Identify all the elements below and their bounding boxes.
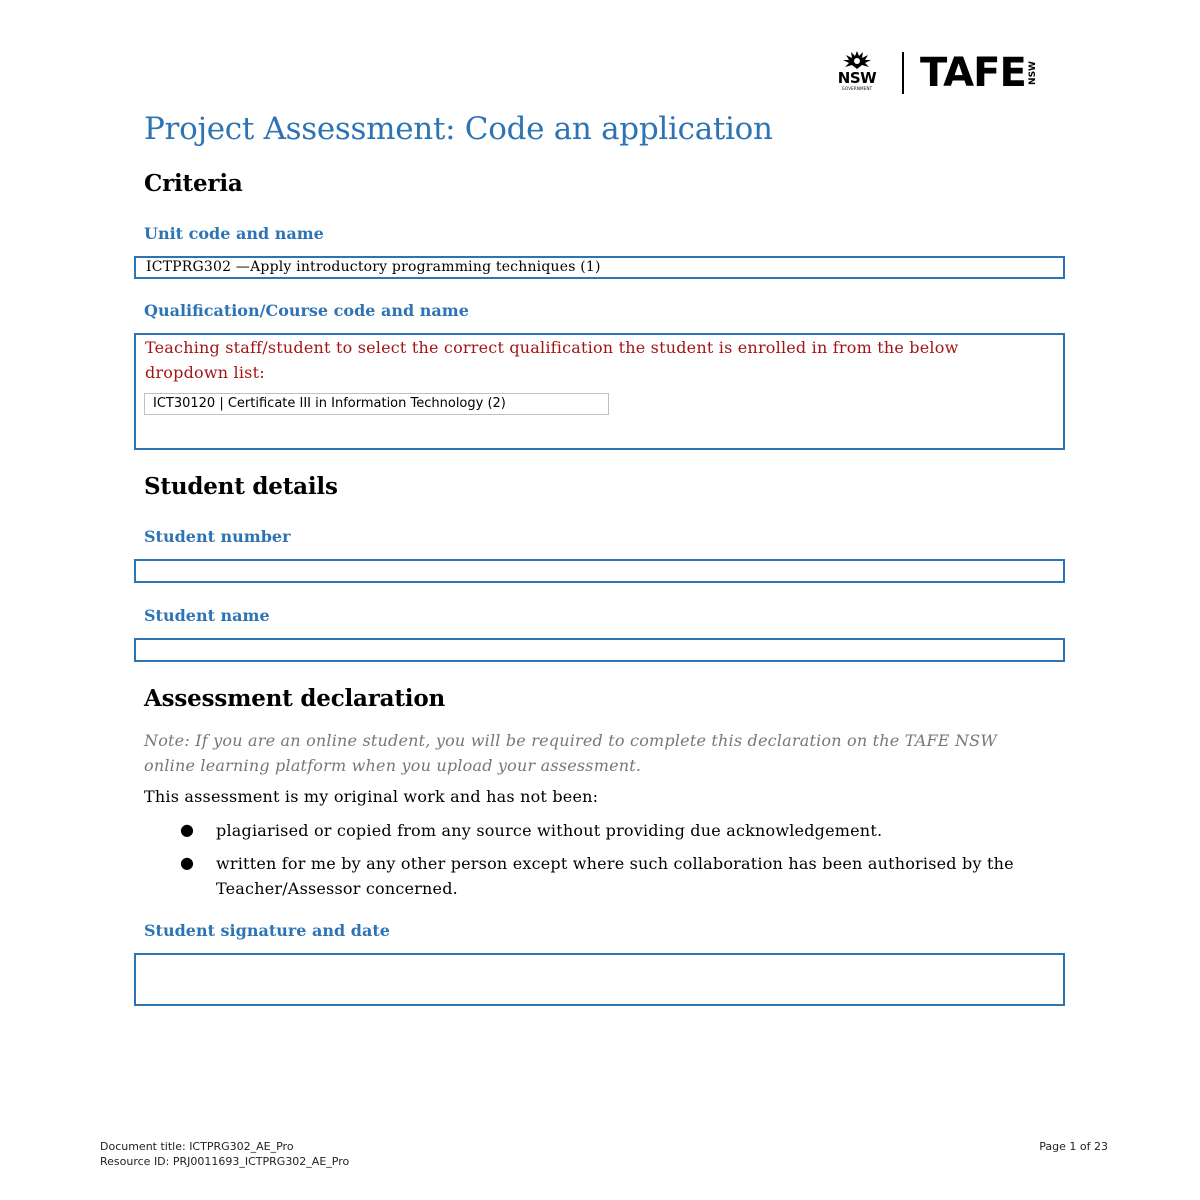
criteria-heading: Criteria (144, 170, 243, 197)
unit-label: Unit code and name (144, 224, 324, 243)
bullet-icon: ● (180, 853, 194, 872)
signature-label: Student signature and date (144, 921, 390, 940)
footer-resource-id: Resource ID: PRJ0011693_ICTPRG302_AE_Pro (100, 1155, 350, 1168)
nsw-government-logo (828, 50, 886, 96)
student-number-field[interactable] (134, 559, 1065, 583)
nsw-logo-text: NSW (837, 69, 877, 87)
footer-page-number: Page 1 of 23 (1039, 1140, 1108, 1153)
declaration-intro: This assessment is my original work and has not been: (144, 787, 599, 806)
declaration-heading: Assessment declaration (144, 685, 446, 712)
page-title: Project Assessment: Code an application (144, 111, 773, 147)
qualification-label: Qualification/Course code and name (144, 301, 469, 320)
student-name-label: Student name (144, 606, 270, 625)
tafe-nsw-logo (828, 50, 1038, 96)
declaration-bullet-2: written for me by any other person except where such collaboration has been authorised by the Teacher/Assessor concerned. (216, 854, 1014, 898)
student-name-field[interactable] (134, 638, 1065, 662)
student-number-label: Student number (144, 527, 291, 546)
signature-field[interactable] (134, 953, 1065, 1006)
nsw-logo-subtext: GOVERNMENT (841, 86, 873, 91)
unit-value: ICTPRG302 —Apply introductory programming techniques (1) (146, 259, 601, 275)
bullet-icon: ● (180, 820, 194, 839)
tafe-logo-nsw-text: NSW (1027, 61, 1038, 85)
qualification-field (134, 333, 1065, 450)
unit-field[interactable] (134, 256, 1065, 279)
declaration-bullet-1: plagiarised or copied from any source without providing due acknowledgement. (216, 821, 883, 840)
student-details-heading: Student details (144, 473, 338, 500)
qualification-instruction: Teaching staff/student to select the correct qualification the student is enrolled in from the below dropdown list: (145, 338, 959, 382)
footer-document-title: Document title: ICTPRG302_AE_Pro (100, 1140, 294, 1153)
tafe-logo-text: TAFE (920, 50, 1026, 96)
logo-divider (902, 52, 904, 94)
waratah-icon (842, 50, 872, 70)
declaration-note: Note: If you are an online student, you will be required to complete this declaration on the TAFE NSW online learning platform when you upload your assessment. (144, 731, 997, 775)
qualification-dropdown[interactable]: ICT30120 | Certificate III in Information Technology (2) (144, 393, 609, 415)
